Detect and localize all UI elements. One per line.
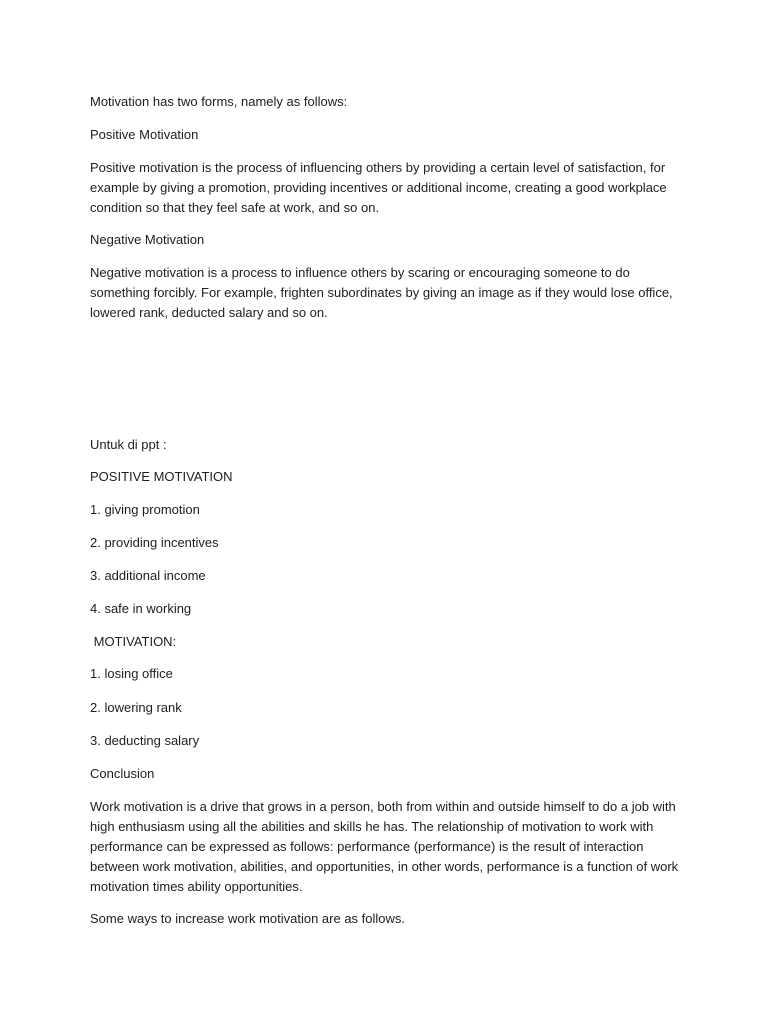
conclusion-heading: Conclusion <box>90 766 155 781</box>
list-item: 4. safe in working <box>90 601 192 616</box>
paragraph-line: performance can be expressed as follows: performance (performance) is the result of interaction <box>90 839 644 854</box>
paragraph-line: Work motivation is a drive that grows in a person, both from within and outside himself to do a job with <box>90 799 676 814</box>
list-item: 1. giving promotion <box>90 502 200 517</box>
paragraph-line: high enthusiasm using all the abilities and skills he has. The relationship of motivation to work with <box>90 819 654 834</box>
paragraph-line: something forcibly. For example, frighten subordinates by giving an image as if they would lose office, <box>90 285 673 300</box>
negative-motivation-paragraph <box>90 263 690 323</box>
paragraph-line: example by giving a promotion, providing incentives or additional income, creating a good workplace <box>90 180 667 195</box>
paragraph-line: lowered rank, deducted salary and so on. <box>90 305 328 320</box>
list-item: 2. providing incentives <box>90 535 219 550</box>
paragraph-line: condition so that they feel safe at work, and so on. <box>90 200 380 215</box>
paragraph-line: between work motivation, abilities, and opportunities, in other words, performance is a function of work <box>90 859 679 874</box>
closing-line: Some ways to increase work motivation are as follows. <box>90 911 406 926</box>
paragraph-line: motivation times ability opportunities. <box>90 879 303 894</box>
positive-motivation-paragraph <box>90 158 690 218</box>
negative-motivation-caps-heading: MOTIVATION: <box>90 634 177 649</box>
ppt-label: Untuk di ppt : <box>90 437 167 452</box>
paragraph-line: Positive motivation is the process of influencing others by providing a certain level of satisfaction, for <box>90 160 666 175</box>
intro-line: Motivation has two forms, namely as follows: <box>90 94 348 109</box>
positive-motivation-caps-heading: POSITIVE MOTIVATION <box>90 469 233 484</box>
positive-motivation-heading: Positive Motivation <box>90 127 199 142</box>
negative-motivation-heading: Negative Motivation <box>90 232 205 247</box>
conclusion-paragraph <box>90 797 690 897</box>
paragraph-line: Negative motivation is a process to influence others by scaring or encouraging someone to do <box>90 265 630 280</box>
list-item: 2. lowering rank <box>90 700 182 715</box>
list-item: 3. deducting salary <box>90 733 200 748</box>
list-item: 1. losing office <box>90 666 173 681</box>
list-item: 3. additional income <box>90 568 206 583</box>
